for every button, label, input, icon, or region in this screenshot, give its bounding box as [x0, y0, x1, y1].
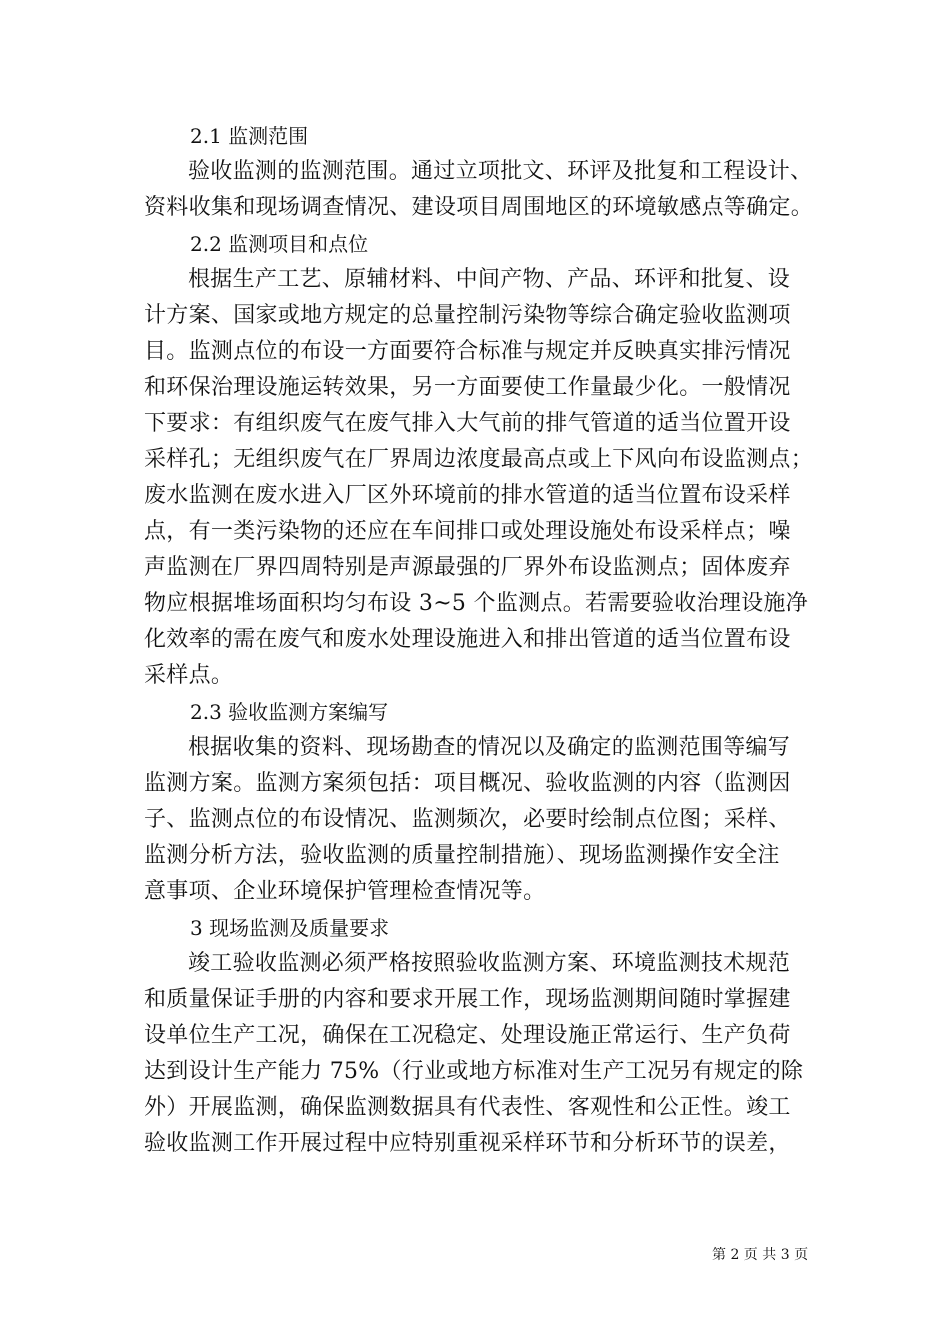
section-paragraph-2-1 [144, 154, 814, 226]
paragraph-line: 根据收集的资料、现场勘查的情况以及确定的监测范围等编写 [188, 735, 791, 760]
section-heading-2-2: 2.2 监测项目和点位 [190, 232, 369, 256]
document-body [144, 118, 814, 1162]
paragraph-line: 达到设计生产能力 75%（行业或地方标准对生产工况另有规定的除 [144, 1059, 804, 1084]
paragraph-line: 设单位生产工况，确保在工况稳定、处理设施正常运行、生产负荷 [144, 1023, 791, 1048]
paragraph-line: 声监测在厂界四周特别是声源最强的厂界外布设监测点；固体废弃 [144, 555, 791, 580]
section-paragraph-2-3 [144, 730, 808, 910]
paragraph-line: 验收监测的监测范围。通过立项批文、环评及批复和工程设计、 [188, 159, 813, 184]
paragraph-line: 验收监测工作开展过程中应特别重视采样环节和分析环节的误差， [144, 1131, 791, 1156]
paragraph-line: 资料收集和现场调查情况、建设项目周围地区的环境敏感点等确定。 [144, 195, 814, 220]
paragraph-line: 外）开展监测，确保监测数据具有代表性、客观性和公正性。竣工 [144, 1095, 791, 1120]
paragraph-line: 下要求：有组织废气在废气排入大气前的排气管道的适当位置开设 [144, 411, 791, 436]
section-paragraph-3 [144, 946, 808, 1162]
paragraph-line: 目。监测点位的布设一方面要符合标准与规定并反映真实排污情况 [144, 339, 791, 364]
section-heading-2-3: 2.3 验收监测方案编写 [190, 700, 389, 724]
paragraph-line: 物应根据堆场面积均匀布设 3~5 个监测点。若需要验收治理设施净 [144, 591, 809, 616]
paragraph-line: 计方案、国家或地方规定的总量控制污染物等综合确定验收监测项 [144, 303, 791, 328]
paragraph-line: 意事项、企业环境保护管理检查情况等。 [144, 879, 546, 904]
paragraph-line: 竣工验收监测必须严格按照验收监测方案、环境监测技术规范 [188, 951, 791, 976]
paragraph-line: 根据生产工艺、原辅材料、中间产物、产品、环评和批复、设 [188, 267, 791, 292]
paragraph-line: 点，有一类污染物的还应在车间排口或处理设施处布设采样点；噪 [144, 519, 791, 544]
section-paragraph-2-2 [144, 262, 814, 694]
paragraph-line: 采样孔；无组织废气在厂界周边浓度最高点或上下风向布设监测点； [144, 447, 814, 472]
paragraph-line: 监测分析方法，验收监测的质量控制措施）、现场监测操作安全注 [144, 843, 780, 868]
paragraph-line: 监测方案。监测方案须包括：项目概况、验收监测的内容（监测因 [144, 771, 791, 796]
section-heading-3: 3 现场监测及质量要求 [190, 916, 390, 940]
paragraph-line: 化效率的需在废气和废水处理设施进入和排出管道的适当位置布设 [144, 627, 791, 652]
section-heading-2-1: 2.1 监测范围 [190, 124, 309, 148]
paragraph-line: 子、监测点位的布设情况、监测频次，必要时绘制点位图；采样、 [144, 807, 791, 832]
page-number-footer: 第 2 页 共 3 页 [712, 1247, 809, 1263]
paragraph-line: 采样点。 [144, 663, 234, 688]
paragraph-line: 废水监测在废水进入厂区外环境前的排水管道的适当位置布设采样 [144, 483, 791, 508]
paragraph-line: 和质量保证手册的内容和要求开展工作，现场监测期间随时掌握建 [144, 987, 791, 1012]
paragraph-line: 和环保治理设施运转效果，另一方面要使工作量最少化。一般情况 [144, 375, 791, 400]
